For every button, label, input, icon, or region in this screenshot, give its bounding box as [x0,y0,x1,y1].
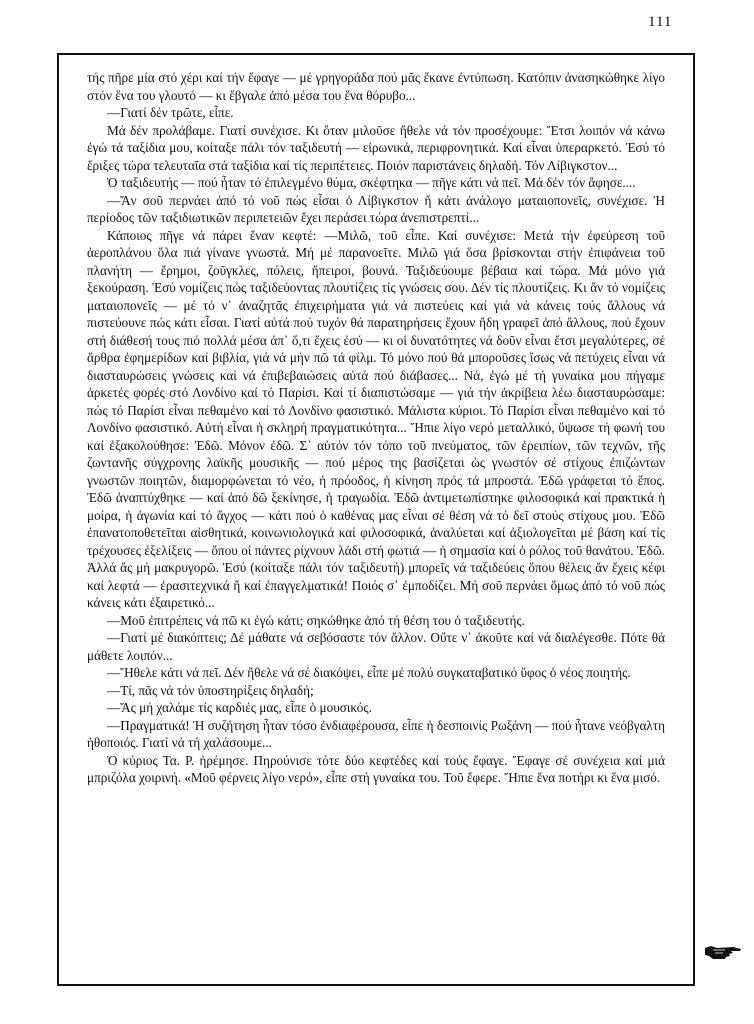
page-number: 111 [648,14,673,30]
paragraph: —Πραγματικά! Ἡ συζήτηση ἦταν τόσο ἐνδιαφέρουσα, εἶπε ἡ δεσποινίς Ρωξάνη — πού ἦτανε νεόβγαλτη ἠθοποιός. Γιατί νά τή χαλάσουμε... [87,717,665,750]
paragraph: —Τί, πᾶς νά τόν ὑποστηρίξεις δηλαδή; [107,682,314,698]
pointing-hand-icon [703,940,743,962]
paragraph: —Ἄς μή χαλάμε τίς καρδιές μας, εἶπε ὁ μουσικός. [107,700,372,715]
paragraph: τής πῆρε μία στό χέρι καί τήν ἔφαγε — μέ γρηγοράδα πού μᾶς ἔκανε ἐντύπωση. Κατόπιν ἀνασηκώθηκε λίγο στόν ἕνα του γλουτό — κι ἔβγαλε ἀπό μέσα του ἕνα θόρυβο... [87,70,665,103]
paragraph: —Γιατί δέν τρῶτε, εἶπε. [107,105,234,120]
paragraph: —Μοῦ ἐπιτρέπεις νά πῶ κι ἐγώ κάτι; σηκώθηκε ἀπό τή θέση του ὁ ταξιδευτής. [107,612,525,628]
paragraph: Ὁ ταξιδευτής — πού ἦταν τό ἐπιλεγμένο θύμα, σκέφτηκα — πῆγε κάτι νά πεῖ. Μά δέν τόν ἄφησε.... [107,175,636,190]
paragraph: —Ἄν σοῦ περνάει ἀπό τό νοῦ πώς εἶσαι ὁ Λίβιγκστον ἤ κάτι ἀνάλογο ματαιοπονεῖς, συνέχισε. Ἡ περίοδος τῶν ταξιδιωτικῶν περιπετειῶν ἔχει περάσει τώρα ἀνεπιστρεπτί... [87,192,665,225]
text-frame [57,53,695,986]
paragraph: —Γιατί μέ διακόπτεις; Δέ μάθατε νά σεβόσαστε τόν ἄλλον. Οὔτε ν᾿ ἀκοῦτε καί νά διαλέγεσθε. Πότε θά μάθετε λοιπόν... [87,630,665,663]
body-text [87,69,665,787]
paragraph: Ὁ κύριος Τα. Ρ. ἠρέμησε. Πηρούνισε τότε δύο κεφτέδες καί τούς ἔφαγε. Ἔφαγε σέ συνέχεια καί μιά μπριζόλα χοιρινή. «Μοῦ φέρνεις λίγο νερό», εἶπε στή γυναίκα του. Τοῦ ἔφερε. Ἤπιε ἕνα ποτήρι κι ἕνα μισό. [87,752,665,785]
paragraph: Κάποιος πῆγε νά πάρει ἕναν κεφτέ: —Μιλῶ, τοῦ εἶπε. Καί συνέχισε: Μετά τήν ἐφεύρεση τοῦ ἀεροπλάνου ὅλα πιά γίνανε γνωστά. Μή μέ παρανοεῖτε. Μιλῶ γιά ὅσα βρίσκονται στήν ἐπιφάνεια τοῦ πλανήτη — ἔρημοι, ζοῦγκλες, πόλεις, ἤπειροι, βουνά. Ταξιδεύουμε βέβαια καί τώρα. Μά μόνο γιά ξεκούραση. Ἐσύ νομίζεις πώς ταξιδεύοντας πλουτίζεις τίς γνώσεις σου. Δέν τίς πλουτίζεις. Κι ἄν τό νομίζεις ματαιοπονεῖς — μέ τό ν᾿ ἀναζητᾶς ἐπιχειρήματα γιά νά πιστεύεις καί γιά νά κάνεις τούς ἄλλους νά πιστεύουνε πώς κάτι εἶσαι. Γιατί αὐτά πού τυχόν θά παρατηρήσεις ἔχουν ἤδη γραφεῖ ἀπό ἄλλους, πού ἔχουν στή διάθεσή τους πιό πολλά μέσα ἀπ᾿ ὅ,τι ἔχεις ἐσύ — κι οἱ δυνατότητες νά δοῦν εἶναι ἔτσι μεγαλύτερες, σέ ἄρθρα ἐφημερίδων καί βιβλία, γιά νά μήν πῶ τά φίλμ. Τό μόνο πού θά μποροῦσες ἴσως νά πετύχεις εἶναι νά διασταυρώσεις γνώσεις καί νά ἐπιβεβαιώσεις αὐτά πού διάβασες... Νά, ἐγώ μέ τή γυναίκα μου πήγαμε ἀρκετές φορές στό Λονδίνο καί τό Παρίσι. Καί τί διαπιστώσαμε — γιά τήν ἀκρίβεια λέω διασταυρώσαμε: πώς τό Παρίσι εἶναι πεθαμένο καί τό Λονδίνο φασιστικό. Μάλιστα κύριοι. Τό Παρίσι εἶναι πεθαμένο καί τό Λονδίνο φασιστικό. Αὐτή εἶναι ἡ σκληρή πραγματικότητα... Ἤπιε λίγο νερό μεταλλικό, ὕψωσε τή φωνή του καί ἐξακολούθησε: Ἐδῶ. Μόνον ἐδῶ. Σ᾿ αὐτόν τόν τόπο τοῦ πνεύματος, τῶν ἐρειπίων, τῶν τεχνῶν, τῆς ζωντανῆς σύγχρονης λαϊκῆς μουσικῆς — πού μέρος της βασίζεται ὡς γνωστόν σέ στίχους ἐπιζώντων γνωστῶν ποιητῶν, διαμορφώνεται τό νέο, ἡ πρόοδος, ἡ κίνηση πρός τά μπροστά. Ἐδῶ γράφεται τό ἔπος. Ἐδῶ ἀναπτύχθηκε — καί ἀπό δῶ ξεκίνησε, ἡ τραγωδία. Ἐδῶ ἀντιμετωπίστηκε φιλοσοφικά καί πρακτικά ἡ μοίρα, ἡ ἀγωνία καί τό ἄγχος — κάτι πού ὁ καθένας μας εἶναι σέ θέση νά τό δεῖ στούς στίχους μου. Ἐδῶ ἐπανατοποθετεῖται αἰσθητικά, κοινωνιολογικά καί φιλοσοφικά, ἀναλύεται καί ἀξιολογεῖται μέ βάση καί τίς τρέχουσες ἐξελίξεις — ὅπου οἱ πάντες ρίχνουν λάδι στή φωτιά — ἡ σημασία καί ὁ ρόλος τοῦ θανάτου. Ἐδῶ. Ἀλλά ἄς μή μακρυγορῶ. Ἐσύ (κοίταξε πάλι τόν ταξιδευτή) μπορεῖς νά ταξιδεύεις ὅπου θέλεις ἄν ἔχεις κέφι καί λεφτά — ἐρασιτεχνικά ἤ καί ἐπαγγελματικά! Ποιός σ᾿ ἐμποδίζει. Μή σοῦ περνάει ὅμως ἀπό τό νοῦ πώς κάνεις κάτι ἐξαιρετικό... [87,227,665,610]
paragraph: —Ἤθελε κάτι νά πεῖ. Δέν ἤθελε νά σέ διακόψει, εἶπε μέ πολύ συγκαταβατικό ὕφος ὁ νέος ποιητής. [107,665,631,680]
paragraph: Μά δέν προλάβαμε. Γιατί συνέχισε. Κι ὅταν μιλοῦσε ἤθελε νά τόν προσέχουμε: Ἔτσι λοιπόν νά κάνω ἐγώ τά ταξίδια μου, κοίταξε πάλι τόν ταξιδευτή — εἰρωνικά, περιφρονητικά. Καί εἶναι ὑπεραρκετό. Ἐσύ τό ἔριξες τώρα τελευταῖα στά ταξίδια καί τίς περιπέτειες. Ποιόν παριστάνεις δηλαδή. Τόν Λίβιγκστον... [87,122,665,173]
